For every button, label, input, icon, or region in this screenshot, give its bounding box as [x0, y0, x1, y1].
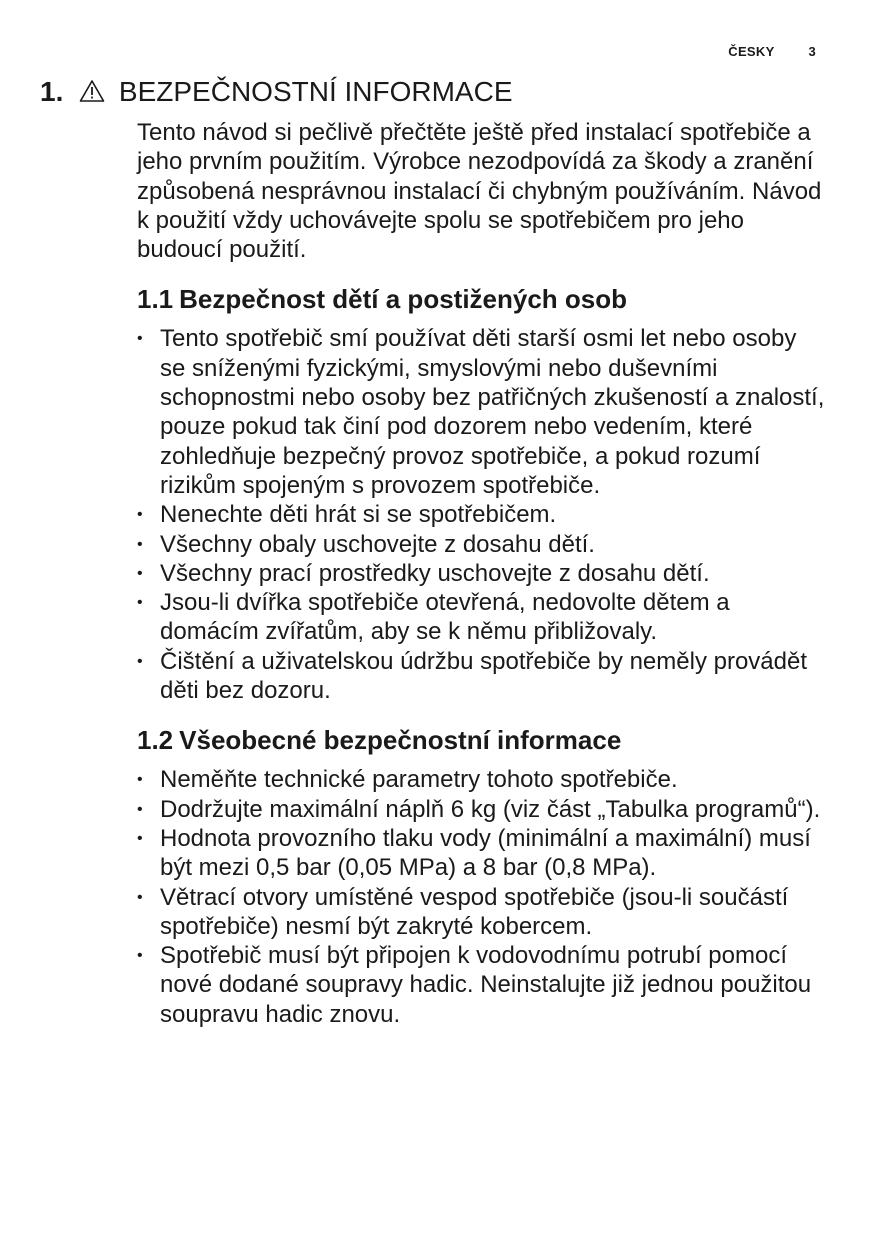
- section-heading: [40, 74, 513, 112]
- list-item: • Větrací otvory umístěné vespod spotřebiče (jsou-li součástí spotřebiče) nesmí být zakryté kobercem.: [137, 883, 827, 942]
- page-header: [728, 44, 816, 59]
- list-item: • Všechny obaly uschovejte z dosahu dětí.: [137, 530, 827, 559]
- list-item: • Tento spotřebič smí používat děti starší osmi let nebo osoby se sníženými fyzickými, smyslovými nebo duševními schopnostmi nebo osoby bez patřičných zkušeností a znalostí, pouze pokud tak činí pod dozorem nebo vedením, které zohledňuje bezpečný provoz spotřebiče, a pokud rozumí rizikům spojeným s provozem spotřebiče.: [137, 324, 827, 500]
- subsection-heading-1: [137, 282, 827, 316]
- subsection-number: 1.2: [137, 725, 174, 756]
- bullet-list-2: [137, 765, 827, 1029]
- list-item: • Spotřebič musí být připojen k vodovodnímu potrubí pomocí nové dodané soupravy hadic. Neinstalujte již jednou použitou soupravu hadic znovu.: [137, 941, 827, 1029]
- list-item: • Všechny prací prostředky uschovejte z dosahu dětí.: [137, 559, 827, 588]
- bullet-list-1: [137, 324, 827, 705]
- list-item: • Jsou-li dvířka spotřebiče otevřená, nedovolte dětem a domácím zvířatům, aby se k němu přibližovaly.: [137, 588, 827, 647]
- subsection-title: Všeobecné bezpečnostní informace: [179, 725, 622, 756]
- subsection-title: Bezpečnost dětí a postižených osob: [179, 284, 628, 315]
- list-item: • Dodržujte maximální náplň 6 kg (viz část „Tabulka programů“).: [137, 795, 827, 824]
- subsection-heading-2: [137, 723, 827, 757]
- section-title: BEZPEČNOSTNÍ INFORMACE: [118, 76, 513, 107]
- list-item: • Čištění a uživatelskou údržbu spotřebiče by neměly provádět děti bez dozoru.: [137, 647, 827, 706]
- language-label: ČESKY: [728, 44, 775, 59]
- list-item: • Nenechte děti hrát si se spotřebičem.: [137, 500, 827, 529]
- warning-triangle-icon: [79, 76, 105, 112]
- content: [137, 118, 827, 1029]
- list-item: • Hodnota provozního tlaku vody (minimální a maximální) musí být mezi 0,5 bar (0,05 MPa) a 8 bar (0,8 MPa).: [137, 824, 827, 883]
- list-item: • Neměňte technické parametry tohoto spotřebiče.: [137, 765, 827, 794]
- subsection-number: 1.1: [137, 284, 174, 315]
- page-number: 3: [808, 44, 816, 59]
- intro-paragraph: Tento návod si pečlivě přečtěte ještě před instalací spotřebiče a jeho prvním použitím. Výrobce nezodpovídá za škody a zranění způsobená nesprávnou instalací či chybným používáním. Návod k použití vždy uchovávejte spolu se spotřebičem pro jeho budoucí použití.: [137, 119, 822, 264]
- section-number: 1.: [40, 76, 64, 107]
